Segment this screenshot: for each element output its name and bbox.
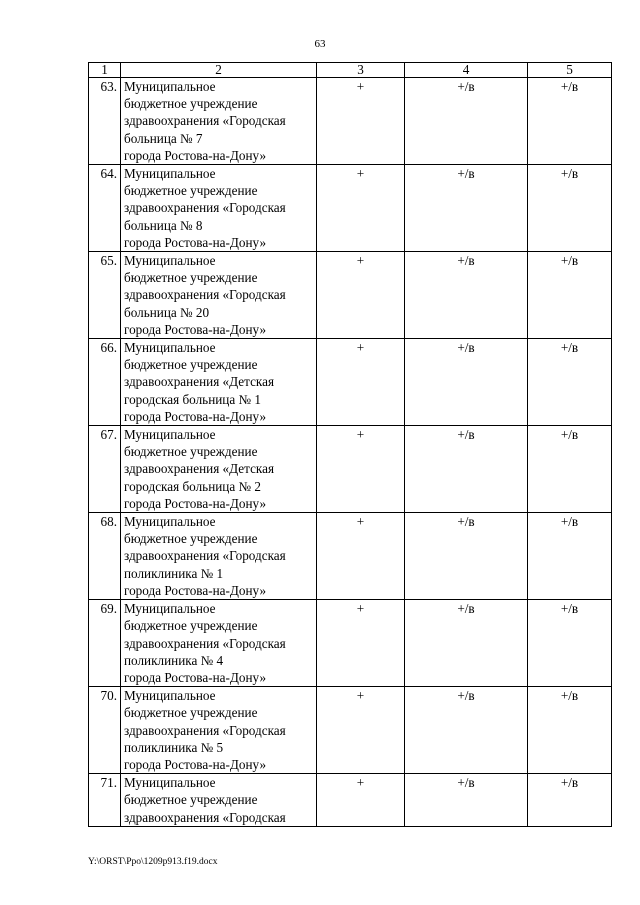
column-5-mark: +/в xyxy=(528,426,612,513)
table-header-row xyxy=(89,63,612,78)
table-row xyxy=(89,78,612,165)
column-3-mark: + xyxy=(317,774,405,827)
institution-name: Муниципальное бюджетное учреждение здравоохранения «Городская больница № 8 города Ростова-на-Дону» xyxy=(121,165,317,252)
row-number: 67. xyxy=(89,426,121,513)
row-number: 66. xyxy=(89,339,121,426)
institution-name: Муниципальное бюджетное учреждение здравоохранения «Городская больница № 20 города Ростова-на-Дону» xyxy=(121,252,317,339)
row-number: 63. xyxy=(89,78,121,165)
column-4-mark: +/в xyxy=(405,426,528,513)
column-5-mark: +/в xyxy=(528,687,612,774)
row-number: 64. xyxy=(89,165,121,252)
document-table xyxy=(88,62,612,827)
institution-name: Муниципальное бюджетное учреждение здравоохранения «Городская поликлиника № 4 города Ростова-на-Дону» xyxy=(121,600,317,687)
page-number: 63 xyxy=(314,38,326,50)
column-header-5: 5 xyxy=(528,63,612,78)
column-3-mark: + xyxy=(317,687,405,774)
column-5-mark: +/в xyxy=(528,165,612,252)
row-number: 71. xyxy=(89,774,121,827)
row-number: 68. xyxy=(89,513,121,600)
column-header-4: 4 xyxy=(405,63,528,78)
institution-name: Муниципальное бюджетное учреждение здравоохранения «Городская поликлиника № 1 города Ростова-на-Дону» xyxy=(121,513,317,600)
institution-name: Муниципальное бюджетное учреждение здравоохранения «Городская больница № 7 города Ростова-на-Дону» xyxy=(121,78,317,165)
column-3-mark: + xyxy=(317,339,405,426)
institution-name: Муниципальное бюджетное учреждение здравоохранения «Детская городская больница № 1 города Ростова-на-Дону» xyxy=(121,339,317,426)
column-4-mark: +/в xyxy=(405,252,528,339)
row-number: 65. xyxy=(89,252,121,339)
column-5-mark: +/в xyxy=(528,252,612,339)
column-3-mark: + xyxy=(317,513,405,600)
column-header-3: 3 xyxy=(317,63,405,78)
column-5-mark: +/в xyxy=(528,339,612,426)
column-5-mark: +/в xyxy=(528,513,612,600)
table-row xyxy=(89,774,612,827)
table-row xyxy=(89,513,612,600)
column-3-mark: + xyxy=(317,426,405,513)
footer-file-path: Y:\ORST\Ppo\1209p913.f19.docx xyxy=(88,857,218,867)
column-4-mark: +/в xyxy=(405,600,528,687)
column-4-mark: +/в xyxy=(405,165,528,252)
column-3-mark: + xyxy=(317,600,405,687)
column-5-mark: +/в xyxy=(528,78,612,165)
column-3-mark: + xyxy=(317,252,405,339)
table-row xyxy=(89,165,612,252)
table-row xyxy=(89,426,612,513)
column-header-1: 1 xyxy=(89,63,121,78)
row-number: 70. xyxy=(89,687,121,774)
table-row xyxy=(89,600,612,687)
table-row xyxy=(89,339,612,426)
table-row xyxy=(89,687,612,774)
column-5-mark: +/в xyxy=(528,774,612,827)
institution-name: Муниципальное бюджетное учреждение здравоохранения «Городская поликлиника № 5 города Ростова-на-Дону» xyxy=(121,687,317,774)
column-4-mark: +/в xyxy=(405,687,528,774)
column-3-mark: + xyxy=(317,165,405,252)
row-number: 69. xyxy=(89,600,121,687)
institution-name: Муниципальное бюджетное учреждение здравоохранения «Детская городская больница № 2 города Ростова-на-Дону» xyxy=(121,426,317,513)
table-row xyxy=(89,252,612,339)
column-4-mark: +/в xyxy=(405,339,528,426)
column-3-mark: + xyxy=(317,78,405,165)
column-header-2: 2 xyxy=(121,63,317,78)
column-4-mark: +/в xyxy=(405,774,528,827)
column-4-mark: +/в xyxy=(405,78,528,165)
column-4-mark: +/в xyxy=(405,513,528,600)
column-5-mark: +/в xyxy=(528,600,612,687)
institution-name: Муниципальное бюджетное учреждение здравоохранения «Городская xyxy=(121,774,317,827)
